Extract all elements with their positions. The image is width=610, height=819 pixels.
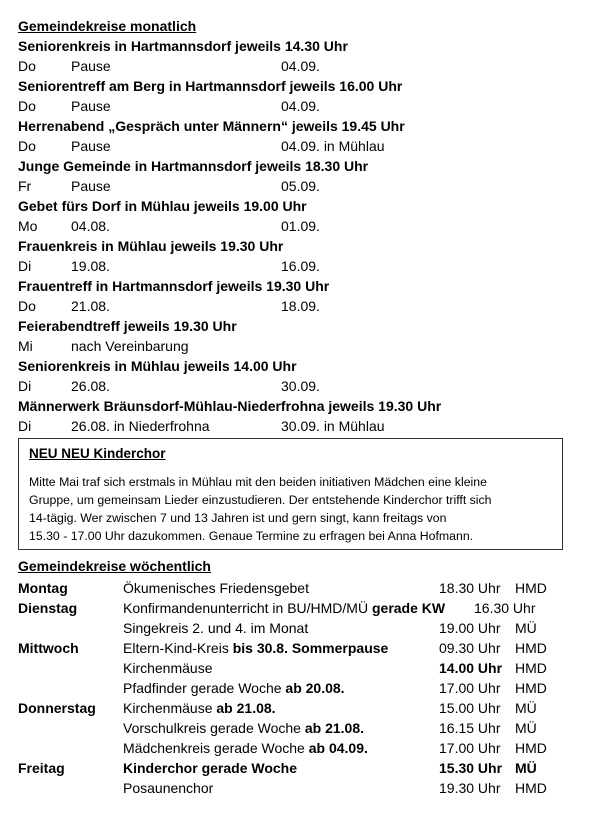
weekly-day: Donnerstag [18, 700, 96, 716]
weekly-time: 17.00 Uhr [439, 680, 501, 696]
group-title: Gebet fürs Dorf in Mühlau jeweils 19.00 Uhr [18, 198, 307, 214]
weekly-event: Vorschulkreis gerade Woche ab 21.08. [123, 720, 364, 736]
group-date-2: 04.09. in Mühlau [281, 138, 385, 154]
weekly-day: Mittwoch [18, 640, 79, 656]
weekly-event: Mädchenkreis gerade Woche ab 04.09. [123, 740, 368, 756]
group-date-2: 16.09. [281, 258, 320, 274]
news-box [18, 438, 563, 550]
group-date-2: 18.09. [281, 298, 320, 314]
group-date-1: 04.08. [71, 218, 110, 234]
group-date-1: 19.08. [71, 258, 110, 274]
group-date-1: nach Vereinbarung [71, 338, 189, 354]
weekly-event: Singekreis 2. und 4. im Monat [123, 620, 309, 636]
weekly-location: MÜ [515, 760, 537, 776]
group-date-1: Pause [71, 58, 111, 74]
weekly-time: 09.30 Uhr [439, 640, 501, 656]
news-line: Gruppe, um gemeinsam Lieder einzustudieren. Der entstehende Kinderchor trifft sich [29, 493, 492, 507]
group-day: Do [18, 298, 36, 314]
news-line: 14-tägig. Wer zwischen 7 und 13 Jahren ist und gern singt, kann freitags von [29, 511, 447, 525]
weekly-day: Freitag [18, 760, 65, 776]
group-day: Mo [18, 218, 38, 234]
weekly-location: HMD [515, 640, 547, 656]
group-title: Seniorentreff am Berg in Hartmannsdorf jeweils 16.00 Uhr [18, 78, 403, 94]
weekly-event: Kirchenmäuse [123, 660, 213, 676]
weekly-time: 14.00 Uhr [439, 660, 503, 676]
weekly-time: 15.30 Uhr [439, 760, 503, 776]
weekly-time: 16.15 Uhr [439, 720, 501, 736]
weekly-location: HMD [515, 680, 547, 696]
group-title: Seniorenkreis in Mühlau jeweils 14.00 Uhr [18, 358, 297, 374]
weekly-time: 19.00 Uhr [439, 620, 501, 636]
group-day: Mi [18, 338, 33, 354]
group-title: Junge Gemeinde in Hartmannsdorf jeweils 18.30 Uhr [18, 158, 369, 174]
weekly-event: Ökumenisches Friedensgebet [123, 580, 309, 596]
weekly-location: HMD [515, 740, 547, 756]
group-date-1: Pause [71, 138, 111, 154]
weekly-event: Posaunenchor [123, 780, 214, 796]
group-title: Männerwerk Bräunsdorf-Mühlau-Niederfrohna jeweils 19.30 Uhr [18, 398, 442, 414]
group-date-1: Pause [71, 98, 111, 114]
weekly-event: Kinderchor gerade Woche [123, 760, 298, 776]
group-date-1: Pause [71, 178, 111, 194]
group-date-2: 05.09. [281, 178, 320, 194]
weekly-heading: Gemeindekreise wöchentlich [18, 558, 211, 574]
weekly-location: HMD [515, 580, 547, 596]
group-title: Frauentreff in Hartmannsdorf jeweils 19.30 Uhr [18, 278, 330, 294]
weekly-location: MÜ [515, 720, 537, 736]
weekly-event: Eltern-Kind-Kreis bis 30.8. Sommerpause [123, 640, 389, 656]
group-day: Do [18, 138, 36, 154]
weekly-time: 16.30 Uhr [474, 600, 536, 616]
weekly-location: MÜ [515, 620, 537, 636]
news-line: Mitte Mai traf sich erstmals in Mühlau mit den beiden initiativen Mädchen eine kleine [29, 475, 487, 489]
group-date-1: 26.08. in Niederfrohna [71, 418, 210, 434]
monthly-heading: Gemeindekreise monatlich [18, 18, 197, 34]
news-text [29, 473, 555, 545]
group-date-2: 04.09. [281, 58, 320, 74]
weekly-event: Konfirmandenunterricht in BU/HMD/MÜ gerade KW [123, 600, 446, 616]
weekly-location: MÜ [515, 700, 537, 716]
weekly-location: HMD [515, 780, 547, 796]
weekly-day: Montag [18, 580, 68, 596]
group-title: Herrenabend „Gespräch unter Männern“ jeweils 19.45 Uhr [18, 118, 405, 134]
news-line: 15.30 - 17.00 Uhr dazukommen. Genaue Termine zu erfragen bei Anna Hofmann. [29, 529, 474, 543]
weekly-time: 17.00 Uhr [439, 740, 501, 756]
group-day: Do [18, 98, 36, 114]
weekly-time: 19.30 Uhr [439, 780, 501, 796]
group-title: Frauenkreis in Mühlau jeweils 19.30 Uhr [18, 238, 284, 254]
group-title: Seniorenkreis in Hartmannsdorf jeweils 14.30 Uhr [18, 38, 348, 54]
group-day: Di [18, 258, 32, 274]
group-day: Fr [18, 178, 32, 194]
weekly-event: Kirchenmäuse ab 21.08. [123, 700, 276, 716]
group-date-2: 01.09. [281, 218, 320, 234]
group-date-1: 26.08. [71, 378, 110, 394]
group-day: Di [18, 378, 32, 394]
group-date-1: 21.08. [71, 298, 110, 314]
weekly-day: Dienstag [18, 600, 78, 616]
group-day: Di [18, 418, 32, 434]
news-heading: NEU NEU Kinderchor [29, 446, 166, 461]
weekly-event: Pfadfinder gerade Woche ab 20.08. [123, 680, 345, 696]
group-date-2: 30.09. in Mühlau [281, 418, 385, 434]
weekly-time: 18.30 Uhr [439, 580, 501, 596]
group-day: Do [18, 58, 36, 74]
weekly-time: 15.00 Uhr [439, 700, 501, 716]
weekly-location: HMD [515, 660, 547, 676]
group-title: Feierabendtreff jeweils 19.30 Uhr [18, 318, 237, 334]
group-date-2: 04.09. [281, 98, 320, 114]
group-date-2: 30.09. [281, 378, 320, 394]
